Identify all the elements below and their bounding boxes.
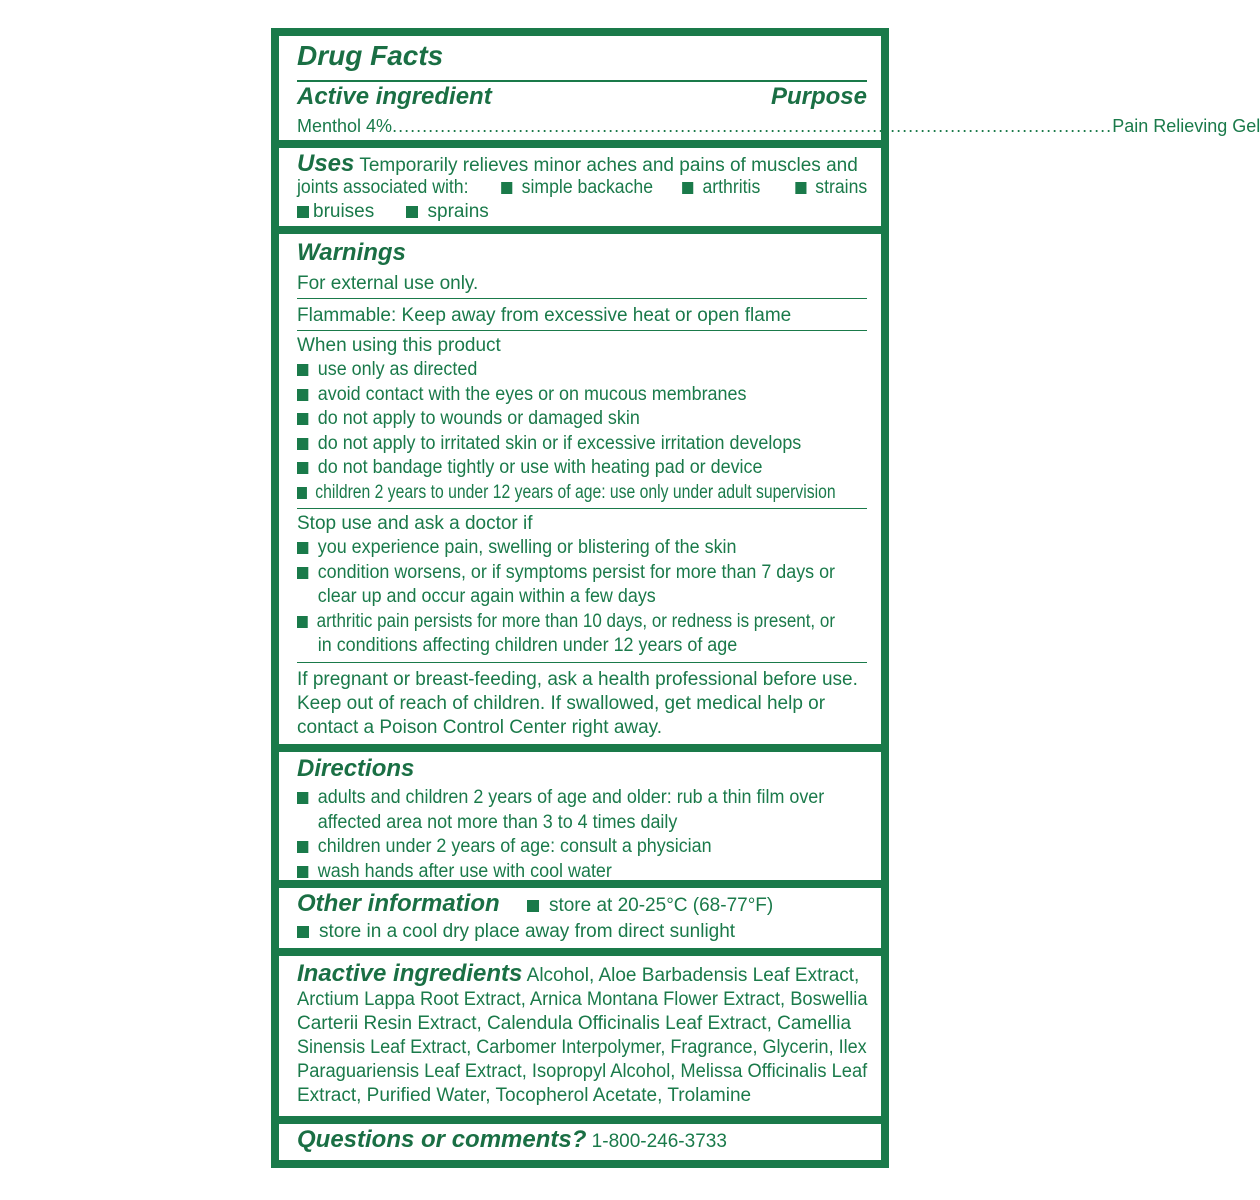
bullet-icon (297, 487, 307, 499)
inactive-text: Sinensis Leaf Extract, Carbomer Interpolymer, Fragrance, Glycerin, Ilex (297, 1037, 867, 1058)
other-item: store in a cool dry place away from direct sunlight (319, 921, 736, 942)
uses-item: arthritis (702, 177, 761, 198)
when-using-heading: When using this product (297, 335, 501, 356)
list-item-text: affected area not more than 3 to 4 times daily (317, 811, 678, 833)
phone-number: 1-800-246-3733 (591, 1131, 727, 1152)
keep-out-bold: Keep out of reach of children. (297, 693, 546, 714)
bullet-icon (527, 900, 539, 912)
pregnant-bold: If pregnant or breast-feeding, (297, 669, 543, 690)
list-item-text: do not bandage tightly or use with heating pad or device (317, 457, 763, 478)
warnings-panel (279, 234, 881, 744)
bullet-icon (297, 866, 308, 878)
keep-out-rest: If swallowed, get medical help or (545, 693, 826, 714)
pregnant-rest: ask a health professional before use. (542, 669, 858, 690)
list-item (297, 358, 835, 382)
keep-out-line (297, 692, 867, 716)
directions-panel (279, 752, 881, 880)
bullet-icon (297, 841, 308, 853)
list-item (297, 481, 836, 505)
purpose-value: Pain Relieving Gel (1112, 116, 1260, 136)
uses-text-2: joints associated with: (297, 177, 469, 198)
list-item (297, 383, 835, 407)
list-item (297, 432, 835, 456)
bullet-icon (297, 413, 308, 425)
warnings-rule (297, 662, 867, 663)
uses-heading: Uses (297, 150, 355, 177)
drug-facts-label (271, 28, 1260, 1168)
inactive-text: Paraguariensis Leaf Extract, Isopropyl Alcohol, Melissa Officinalis Leaf (297, 1061, 868, 1082)
list-item-text: children 2 years to under 12 years of age: use only under adult supervision (315, 481, 836, 503)
poison-control-line: contact a Poison Control Center right away. (297, 717, 663, 738)
bullet-icon (297, 364, 308, 376)
uses-line-1 (297, 152, 867, 178)
list-item (297, 407, 835, 431)
other-information-heading: Other information (297, 890, 500, 917)
bullet-icon (297, 389, 308, 401)
menthol-row (297, 114, 1260, 138)
bullet-icon (501, 182, 512, 194)
drug-facts-title: Drug Facts (297, 40, 444, 71)
list-item (297, 860, 835, 884)
bullet-icon (297, 926, 309, 938)
inactive-text: Carterii Resin Extract, Calendula Officinalis Leaf Extract, Camellia (297, 1013, 852, 1034)
warnings-rule (297, 508, 867, 509)
list-item-text: avoid contact with the eyes or on mucous membranes (317, 383, 747, 405)
bullet-icon (406, 206, 418, 218)
uses-item: sprains (427, 201, 489, 222)
questions-panel (279, 1124, 881, 1160)
bullet-icon (297, 206, 309, 218)
list-item-text: adults and children 2 years of age and older: rub a thin film over (317, 787, 825, 808)
uses-item: bruises (313, 201, 375, 222)
bullet-icon (297, 792, 308, 804)
list-item (297, 634, 835, 658)
flammable-text: Flammable: Keep away from excessive heat or open flame (297, 305, 792, 326)
inactive-text: Extract, Purified Water, Tocopherol Acetate, Trolamine (297, 1085, 752, 1106)
pregnant-line (297, 668, 867, 692)
list-item-text: do not apply to irritated skin or if excessive irritation develops (317, 432, 802, 454)
questions-line (297, 1128, 867, 1154)
uses-item: simple backache (521, 177, 654, 198)
list-item-text: use only as directed (317, 359, 478, 380)
inactive-ingredients-heading: Inactive ingredients (297, 960, 523, 987)
directions-heading: Directions (297, 755, 415, 782)
active-ingredient-name: Menthol 4% (297, 116, 393, 136)
warnings-rule (297, 298, 867, 299)
warnings-heading: Warnings (297, 239, 406, 266)
other-line-2 (297, 920, 867, 944)
list-item-text: in conditions affecting children under 12 years of age (317, 635, 738, 656)
list-item-text: you experience pain, swelling or blistering of the skin (317, 537, 737, 558)
list-item (297, 786, 835, 810)
inactive-ingredients-panel (279, 956, 881, 1116)
uses-line-3 (297, 200, 867, 224)
leader-dots: ........................................................................................................................ (392, 116, 1113, 136)
uses-text-1: Temporarily relieves minor aches and pains of muscles and (359, 155, 858, 176)
inactive-text: Arctium Lappa Root Extract, Arnica Montana Flower Extract, Boswellia (297, 989, 868, 1010)
purpose-heading: Purpose (770, 83, 867, 110)
uses-line-2 (297, 176, 868, 200)
bullet-icon (682, 182, 693, 194)
bullet-icon (297, 616, 308, 628)
list-item (297, 536, 835, 560)
external-use-text: For external use only. (297, 273, 479, 294)
list-item (297, 811, 835, 835)
list-item-text: children under 2 years of age: consult a physician (317, 836, 712, 857)
bullet-icon (795, 182, 806, 194)
active-ingredient-panel (279, 36, 1260, 140)
list-item (297, 561, 834, 585)
bullet-icon (297, 462, 308, 474)
active-ingredient-heading: Active ingredient (297, 83, 492, 110)
other-line-1 (297, 892, 867, 918)
list-item-text: arthritic pain persists for more than 10 days, or redness is present, or (316, 610, 835, 632)
other-information-panel (279, 888, 881, 948)
list-item (297, 585, 835, 609)
other-item: store at 20-25°C (68-77°F) (548, 895, 774, 916)
warnings-rule (297, 330, 867, 331)
questions-heading: Questions or comments? (297, 1126, 587, 1153)
list-item-text: do not apply to wounds or damaged skin (317, 408, 640, 429)
uses-item: strains (815, 177, 868, 198)
list-item (297, 456, 835, 480)
list-item (297, 835, 835, 859)
stop-use-heading: Stop use and ask a doctor if (297, 513, 533, 534)
bullet-icon (297, 567, 308, 579)
inactive-text: Alcohol, Aloe Barbadensis Leaf Extract, (526, 965, 860, 986)
list-item-text: condition worsens, or if symptoms persist for more than 7 days or (317, 561, 835, 583)
bullet-icon (297, 542, 308, 554)
uses-panel (279, 148, 881, 226)
bullet-icon (297, 438, 308, 450)
list-item-text: clear up and occur again within a few days (317, 586, 656, 607)
list-item (297, 610, 835, 634)
inactive-line-1 (297, 962, 867, 988)
list-item-text: wash hands after use with cool water (317, 860, 612, 882)
